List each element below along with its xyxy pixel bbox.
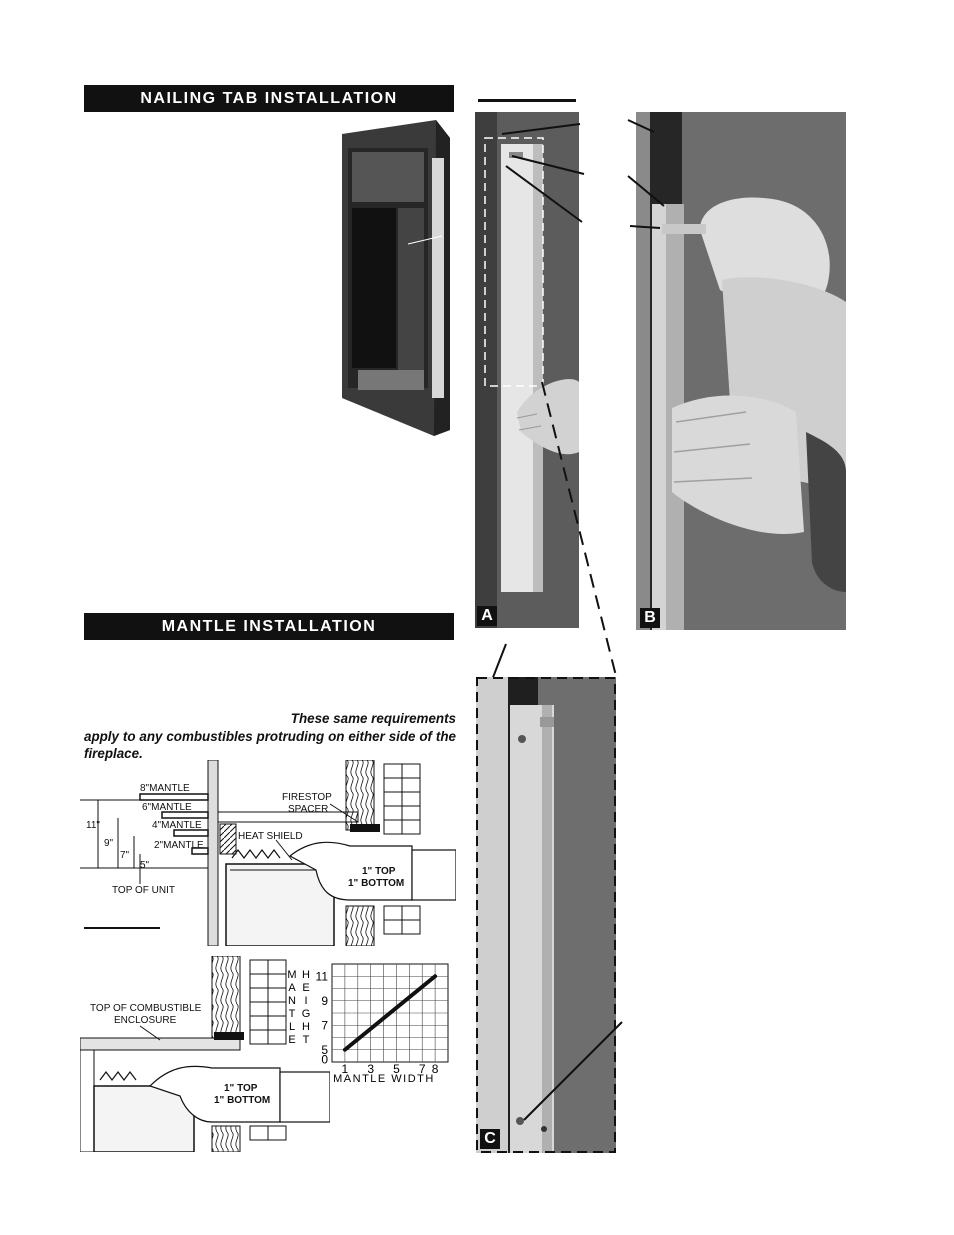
nailing-tab-header: NAILING TAB INSTALLATION	[84, 85, 454, 112]
chart-x-tick: 3	[367, 1062, 375, 1076]
label-6in-mantle: 6"MANTLE	[142, 802, 192, 813]
zoom-dash-lines	[470, 380, 630, 680]
label-4in-mantle: 4"MANTLE	[152, 820, 202, 831]
chart-y-axis-label-letter: A	[288, 982, 296, 994]
chart-x-tick: 1	[341, 1062, 349, 1076]
chart-y-axis-label-letter: N	[288, 995, 296, 1007]
chart-y-tick: 9	[321, 993, 328, 1008]
chart-y-axis-label-letter: T	[288, 1008, 296, 1020]
label-firestop-1: FIRESTOP	[282, 792, 332, 803]
mantle-clearance-diagram	[80, 760, 456, 946]
label-clear-bottom-2: 1" BOTTOM	[214, 1095, 271, 1106]
chart-y-axis-label-letter: I	[304, 995, 308, 1007]
label-dim-5: 5"	[140, 860, 150, 871]
label-clear-top: 1" TOP	[362, 866, 396, 877]
fireplace-unit-photo	[338, 118, 454, 438]
chart-y-axis-label-letter: L	[288, 1021, 296, 1033]
photo-b-letter: B	[640, 608, 660, 628]
label-clear-bottom: 1" BOTTOM	[348, 878, 405, 889]
chart-y-axis-label-letter: E	[302, 982, 310, 994]
label-enclosure-2: ENCLOSURE	[114, 1015, 177, 1026]
photo-c-letter: C	[480, 1129, 500, 1149]
label-heat-shield: HEAT SHIELD	[238, 831, 303, 842]
chart-y-axis-label-letter: G	[301, 1008, 311, 1020]
note-line-2: apply to any combustibles protruding on either side of	[84, 728, 433, 744]
label-8in-mantle: 8"MANTLE	[140, 783, 190, 794]
photo-b-leaders	[624, 116, 684, 236]
chart-y-tick: 11	[315, 969, 328, 984]
photo-c-leader	[518, 1018, 628, 1128]
chart-y-axis-label-letter: T	[302, 1034, 310, 1046]
chart-y-axis-label-letter: H	[302, 1021, 310, 1033]
chart-y-tick: 5	[321, 1042, 328, 1057]
label-dim-9: 9"	[104, 838, 114, 849]
photo-a-letter: A	[477, 606, 497, 626]
chart-x-tick: 8	[431, 1062, 439, 1076]
note-line-1: These same requirements	[290, 711, 456, 726]
chart-x-tick: 7	[418, 1062, 426, 1076]
chart-y-tick: 0	[321, 1052, 328, 1067]
chart-y-axis-label-letter: H	[302, 969, 310, 981]
mantle-header: MANTLE INSTALLATION	[84, 613, 454, 640]
chart-y-axis-label-letter: E	[288, 1034, 296, 1046]
chart-x-axis-label: MANTLE WIDTH	[333, 1073, 435, 1085]
note-line-3: the fireplace.	[84, 728, 456, 761]
chart-y-tick: 7	[321, 1018, 328, 1033]
chart-y-axis-label-letter: M	[287, 969, 297, 981]
label-clear-top-2: 1" TOP	[224, 1083, 258, 1094]
figure-rule-top	[478, 99, 576, 102]
label-2in-mantle: 2"MANTLE	[154, 840, 204, 851]
mantle-chart	[282, 956, 454, 1086]
label-enclosure-1: TOP OF COMBUSTIBLE	[90, 1003, 202, 1014]
label-dim-7: 7"	[120, 850, 130, 861]
label-dim-11: 11"	[86, 820, 100, 831]
chart-x-tick: 5	[393, 1062, 400, 1076]
photo-a-leaders	[500, 118, 590, 228]
label-firestop-2: SPACER	[288, 804, 329, 815]
combustibles-note	[84, 710, 456, 763]
label-top-of-unit: TOP OF UNIT	[112, 885, 175, 896]
